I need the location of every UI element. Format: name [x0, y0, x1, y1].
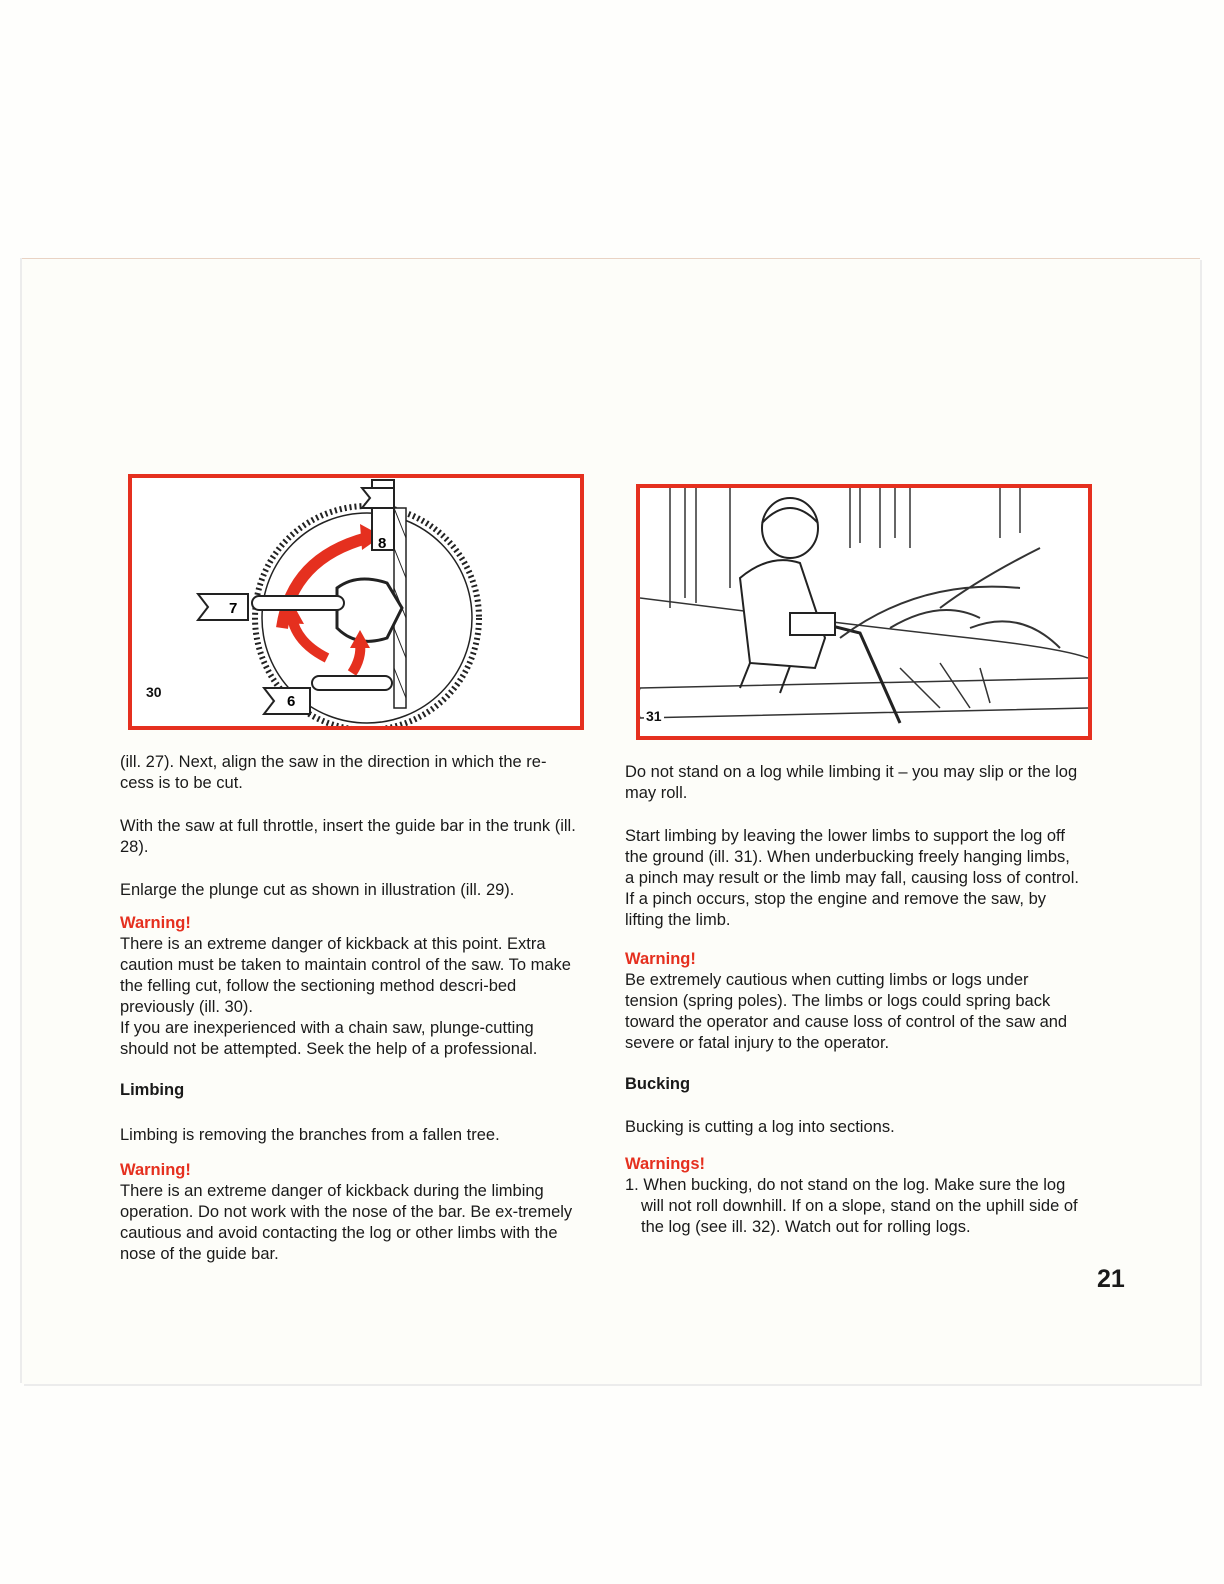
page-number: 21: [1097, 1265, 1125, 1293]
paragraph: Enlarge the plunge cut as shown in illustration (ill. 29).: [120, 881, 515, 899]
paragraph: Limbing is removing the branches from a fallen tree.: [120, 1126, 500, 1144]
callout-7: 7: [229, 600, 238, 617]
section-heading-bucking: Bucking: [625, 1075, 691, 1093]
warning-text: There is an extreme danger of kickback at this point. Extra caution must be taken to maintain control of the saw. To make the felling cut, follow the sectioning method descri-bed previously (ill. 30).: [120, 935, 571, 1016]
figure-31: [636, 484, 1092, 740]
paragraph: With the saw at full throttle, insert the guide bar in the trunk (ill. 28).: [120, 817, 576, 856]
warning-text: There is an extreme danger of kickback during the limbing operation. Do not work with the nose of the bar. Be ex-tremely cautious and avoid contacting the log or other limbs with the nose of the guide bar.: [120, 1182, 573, 1263]
warning-text: Be extremely cautious when cutting limbs or logs under tension (spring poles). The limbs or logs could spring back toward the operator and cause loss of control of the saw and severe or fatal injury to the operator.: [625, 971, 1068, 1052]
figure-number: 31: [646, 708, 662, 724]
callout-6: 6: [287, 693, 296, 710]
paragraph: Start limbing by leaving the lower limbs to support the log off the ground (ill. 31). When underbucking freely hanging limbs, a pinch may result or the limb may fall, causing loss of control.: [625, 827, 1079, 887]
warning-title: Warning!: [625, 950, 696, 968]
sectioning-cut-illustration: [132, 478, 580, 726]
left-column: [120, 752, 578, 1265]
paragraph: (ill. 27). Next, align the saw in the direction in which the re-cess is to be cut.: [120, 753, 547, 792]
right-column: [625, 762, 1083, 1238]
limbing-scene-illustration: [640, 488, 1088, 736]
paragraph: Bucking is cutting a log into sections.: [625, 1118, 895, 1136]
warnings-title: Warnings!: [625, 1155, 706, 1173]
paragraph: If a pinch occurs, stop the engine and remove the saw, by lifting the limb.: [625, 890, 1046, 929]
section-heading-limbing: Limbing: [120, 1081, 185, 1099]
warning-title: Warning!: [120, 914, 191, 932]
list-item: 1. When bucking, do not stand on the log. Make sure the log will not roll downhill. If on a slope, stand on the uphill side of the log (see ill. 32). Watch out for rolling logs.: [625, 1176, 1078, 1236]
warning-title: Warning!: [120, 1161, 191, 1179]
paragraph: Do not stand on a log while limbing it – you may slip or the log may roll.: [625, 763, 1078, 802]
callout-8: 8: [378, 535, 387, 552]
figure-number: 30: [146, 684, 162, 700]
warning-text: If you are inexperienced with a chain saw, plunge-cutting should not be attempted. Seek the help of a professional.: [120, 1019, 538, 1058]
figure-30: [128, 474, 584, 730]
